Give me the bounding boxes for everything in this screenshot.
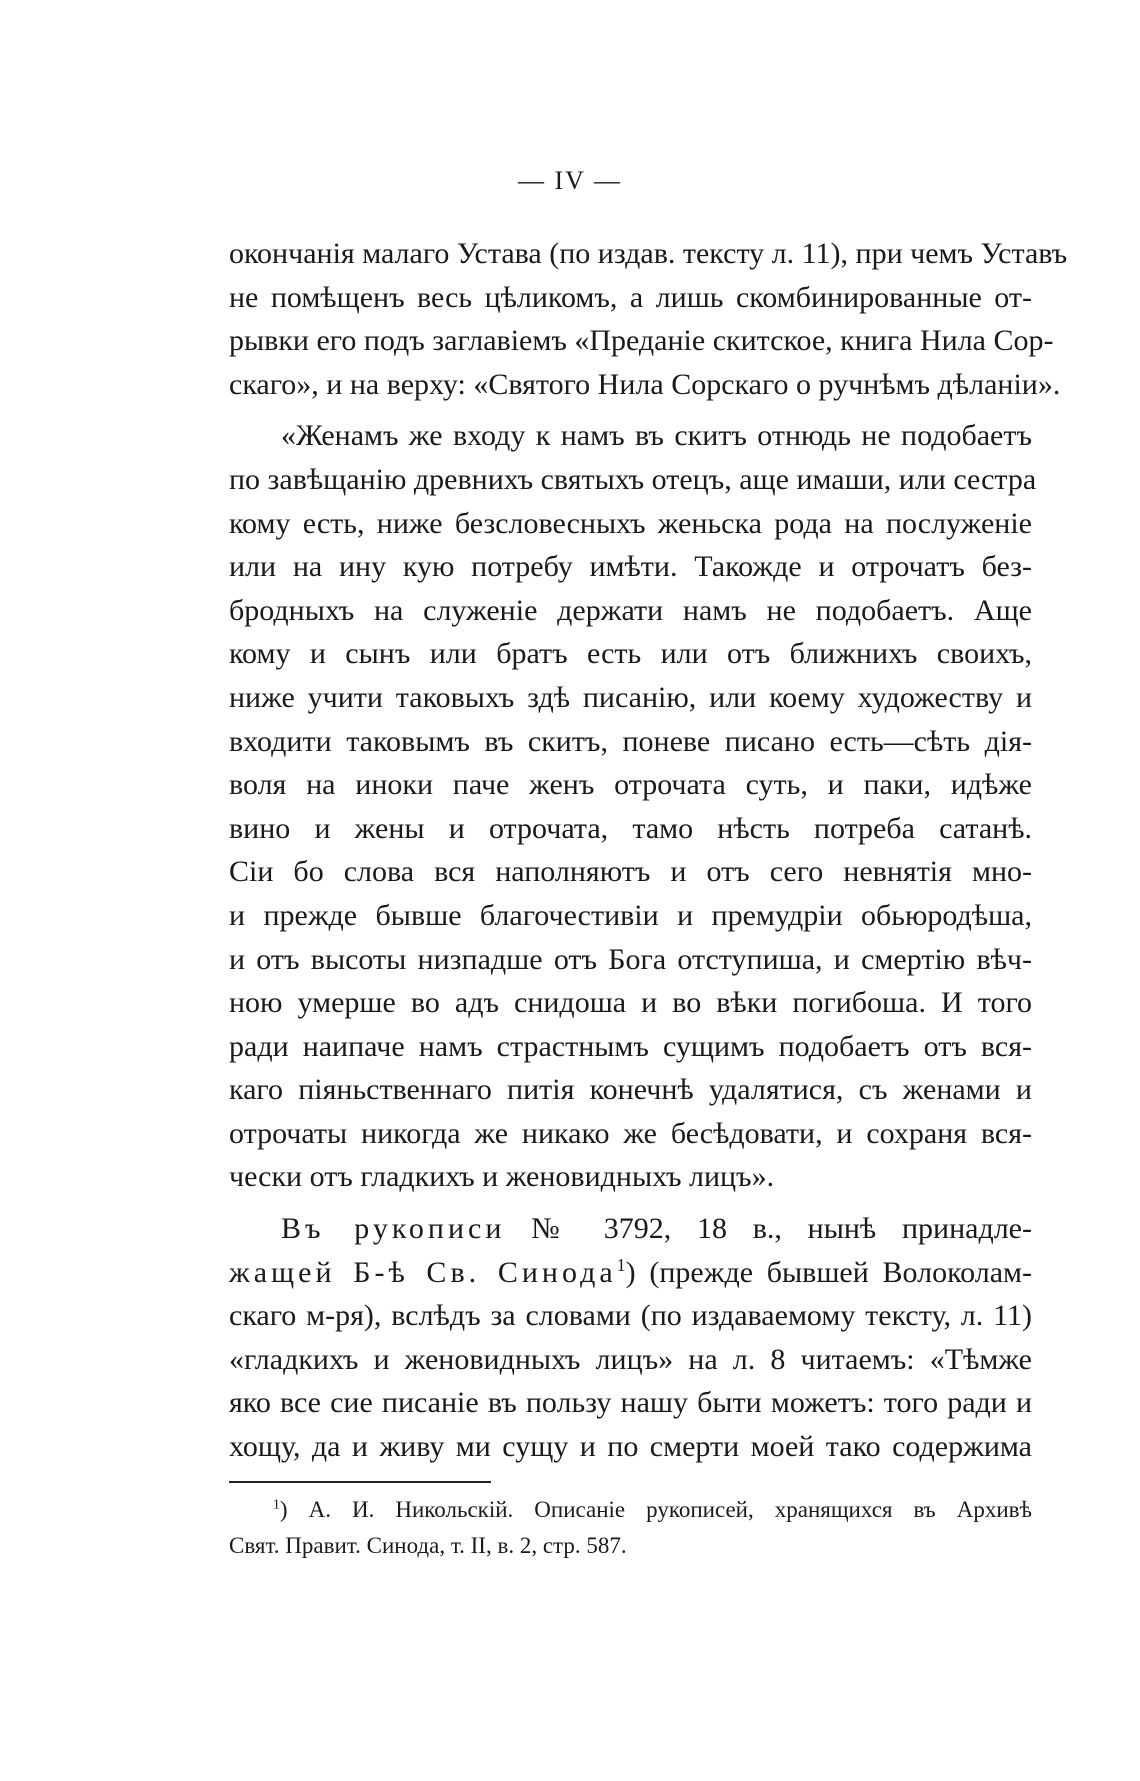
spaced-text: Въ рукописи bbox=[281, 1212, 506, 1246]
text-line: ною умерше во адъ снидоша и во вѣки погибоша. И того bbox=[229, 986, 1032, 1020]
text-line: чески отъ гладкихъ и женовидныхъ лицъ». bbox=[229, 1160, 775, 1194]
page-number: — IV — bbox=[518, 166, 622, 195]
text-line: или на ину кую потребу имѣти. Такожде и отрочатъ без- bbox=[229, 550, 1032, 584]
text-line: скаго», и на верху: «Святого Нила Сорскаго о ручнѣмъ дѣланіи». bbox=[229, 367, 1061, 401]
text-line bbox=[229, 1251, 1032, 1295]
text-fragment: № 3792, 18 в., нынѣ принадле- bbox=[531, 1212, 1032, 1246]
text-line: рывки его подъ заглавіемъ «Преданіе скитское, книга Нила Сор- bbox=[229, 324, 1054, 358]
text-line: хощу, да и живу ми сущу и по смерти моей тако содержима bbox=[229, 1430, 1032, 1464]
text-line: кому есть, ниже безсловесныхъ женьска рода на послуженіе bbox=[229, 506, 1032, 540]
paragraph-2-quote bbox=[229, 414, 1037, 1199]
main-text bbox=[229, 232, 1068, 1469]
text-line: входити таковымъ въ скитъ, поневе писано есть—сѣть дія- bbox=[229, 724, 1032, 758]
text-line: ниже учити таковыхъ здѣ писанію, или коему художеству и bbox=[229, 680, 1032, 714]
spaced-text: жащей Б-ѣ Св. Синода bbox=[229, 1255, 617, 1289]
text-line: по завѣщанію древнихъ святыхъ отецъ, аще имаши, или сестра bbox=[229, 462, 1037, 496]
text-line: Сіи бо слова вся наполняютъ и отъ сего невнятія мно- bbox=[229, 855, 1032, 889]
text-line: окончанія малаго Устава (по издав. тексту л. 11), при чемъ Уставъ bbox=[229, 237, 1068, 270]
text-line: яко все сие писаніе въ пользу нашу быти можетъ: того ради и bbox=[229, 1386, 1032, 1420]
text-fragment: ) (прежде бывшей Волоколам- bbox=[625, 1255, 1032, 1289]
text-line: отрочаты никогда же никако же бесѣдовати, и сохраня вся- bbox=[229, 1116, 1032, 1150]
text-line bbox=[229, 1207, 1032, 1251]
footnote-ref: 1 bbox=[616, 1254, 626, 1275]
footnote bbox=[229, 1492, 1032, 1564]
text-line: бродныхъ на служеніе держати намъ не подобаетъ. Аще bbox=[229, 593, 1032, 627]
footnote-divider bbox=[229, 1481, 491, 1483]
text-line: ради наипаче намъ страстнымъ сущимъ подобаетъ отъ вся- bbox=[229, 1029, 1032, 1063]
text-line: и прежде бывше благочестивіи и премудріи обьюродѣша, bbox=[229, 898, 1032, 932]
text-line: «гладкихъ и женовидныхъ лицъ» на л. 8 читаемъ: «Тѣмже bbox=[229, 1342, 1032, 1376]
footnote-marker: 1 bbox=[273, 1496, 280, 1512]
paragraph-3 bbox=[229, 1207, 1032, 1469]
text-line: скаго м-ря), вслѣдъ за словами (по издаваемому тексту, л. 11) bbox=[229, 1299, 1032, 1333]
text-line: и отъ высоты низпадше отъ Бога отступиша, и смертію вѣч- bbox=[229, 942, 1032, 976]
paragraph-1 bbox=[229, 232, 1068, 406]
text-line: вино и жены и отрочата, тамо нѣсть потреба сатанѣ. bbox=[229, 811, 1032, 845]
text-line: кому и сынъ или братъ есть или отъ ближнихъ своихъ, bbox=[229, 637, 1032, 671]
text-line: воля на иноки паче женъ отрочата суть, и паки, идѣже bbox=[229, 768, 1032, 802]
footnote-line: Свят. Правит. Синода, т. II, в. 2, стр. 587. bbox=[229, 1533, 627, 1558]
text-line: не помѣщенъ весь цѣликомъ, а лишь скомбинированные от- bbox=[229, 280, 1032, 314]
text-line: «Женамъ же входу к намъ въ скитъ отнюдь не подобаетъ bbox=[281, 419, 1032, 453]
footnote-line bbox=[229, 1492, 1032, 1528]
footnote-text: ) А. И. Никольскій. Описаніе рукописей, хранящихся въ Архивѣ bbox=[279, 1497, 1032, 1522]
text-line: каго піяньственнаго питія конечнѣ удалятися, съ женами и bbox=[229, 1073, 1032, 1107]
